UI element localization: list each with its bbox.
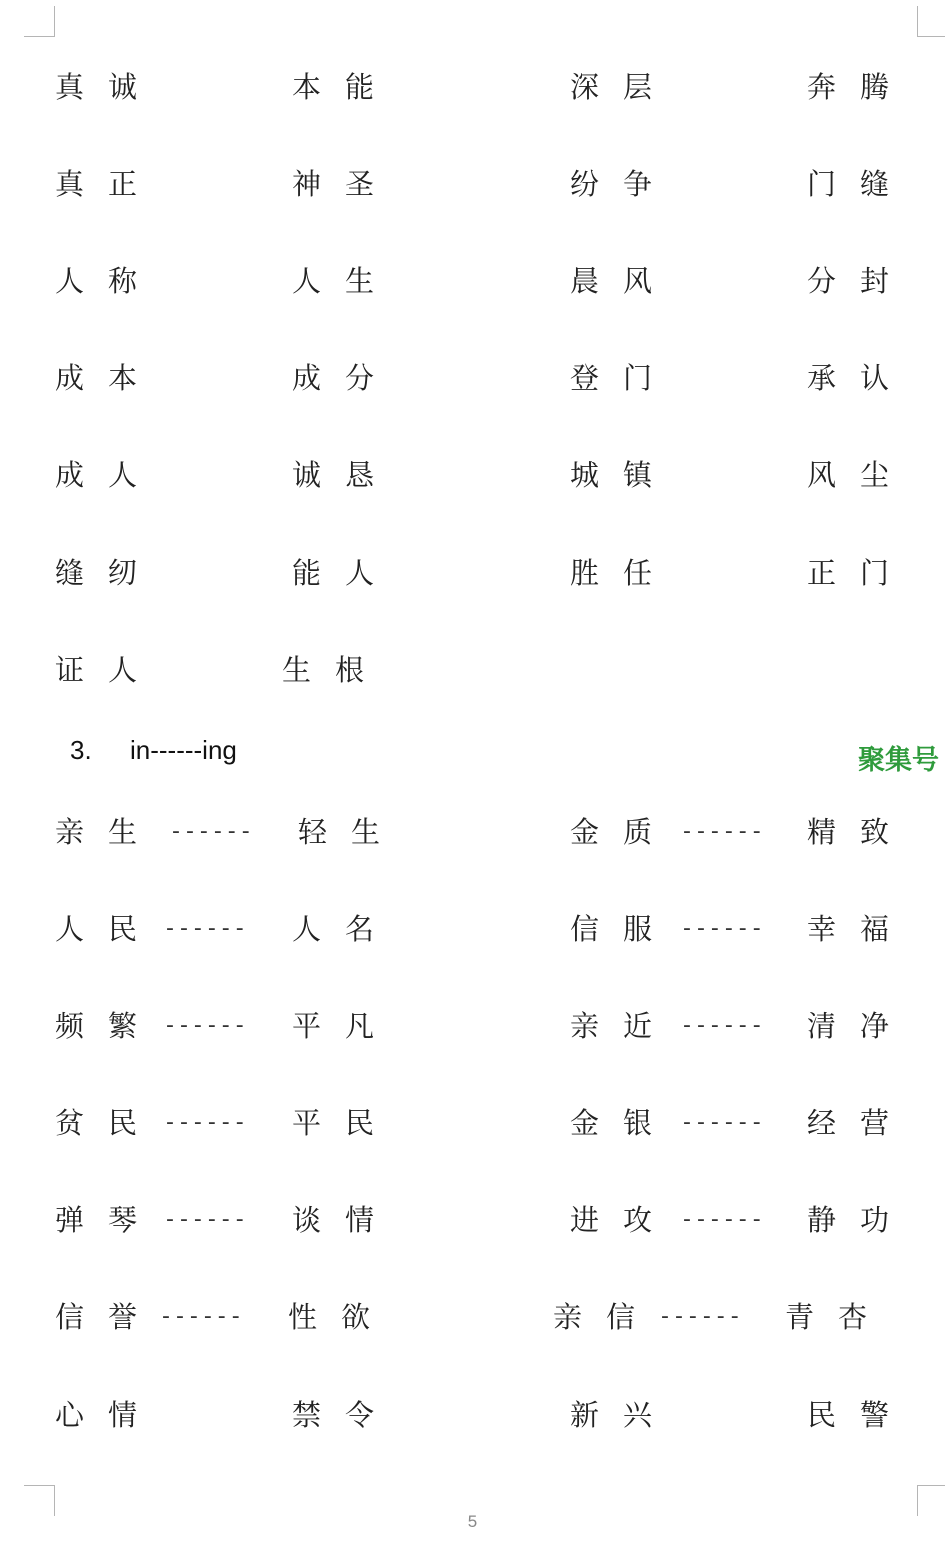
contrast-row	[0, 1393, 945, 1437]
word-row	[0, 162, 945, 206]
word-pair: 纷争	[570, 167, 677, 201]
contrast-row	[0, 1198, 945, 1242]
word-row	[0, 65, 945, 109]
word-pair: 经营	[807, 1106, 914, 1140]
word-pair: 静功	[807, 1203, 914, 1237]
dash-separator: ------	[166, 1207, 250, 1232]
word-pair: 金质	[570, 815, 677, 849]
section-heading	[70, 730, 237, 770]
word-pair: 人生	[292, 264, 399, 298]
dash-separator: ------	[683, 1110, 767, 1135]
dash-separator: ------	[166, 1110, 250, 1135]
contrast-row	[0, 810, 945, 854]
dash-separator: ------	[683, 916, 767, 941]
word-row	[0, 259, 945, 303]
word-pair: 晨风	[570, 264, 677, 298]
word-row	[0, 356, 945, 400]
watermark-logo: 聚集号	[858, 745, 939, 776]
page-number: 5	[467, 1512, 478, 1531]
word-pair: 门缝	[807, 167, 914, 201]
word-pair: 信服	[570, 912, 677, 946]
word-pair: 亲生	[55, 815, 162, 849]
word-row	[0, 551, 945, 595]
contrast-row	[0, 907, 945, 951]
word-pair: 诚恳	[292, 458, 399, 492]
dash-separator: ------	[683, 1207, 767, 1232]
crop-mark-top-left	[24, 6, 55, 37]
word-pair: 真诚	[55, 70, 162, 104]
word-pair: 成本	[55, 361, 162, 395]
word-pair: 谈情	[292, 1203, 399, 1237]
dash-separator: ------	[683, 1013, 767, 1038]
word-pair: 胜任	[570, 556, 677, 590]
word-pair: 禁令	[292, 1398, 399, 1432]
word-pair: 真正	[55, 167, 162, 201]
word-pair: 证人	[55, 653, 162, 687]
word-pair: 贫民	[55, 1106, 162, 1140]
dash-separator: ------	[166, 916, 250, 941]
word-pair: 青杏	[785, 1300, 892, 1334]
word-pair: 神圣	[292, 167, 399, 201]
word-pair: 频繁	[55, 1009, 162, 1043]
word-pair: 分封	[807, 264, 914, 298]
word-row	[0, 648, 945, 692]
word-pair: 平凡	[292, 1009, 399, 1043]
contrast-row	[0, 1004, 945, 1048]
word-pair: 弹琴	[55, 1203, 162, 1237]
word-pair: 生根	[282, 653, 389, 687]
word-pair: 成分	[292, 361, 399, 395]
word-pair: 信誉	[55, 1300, 162, 1334]
word-pair: 性欲	[288, 1300, 395, 1334]
word-pair: 金银	[570, 1106, 677, 1140]
word-pair: 平民	[292, 1106, 399, 1140]
word-pair: 民警	[807, 1398, 914, 1432]
word-pair: 心情	[55, 1398, 162, 1432]
word-pair: 亲信	[553, 1300, 660, 1334]
word-pair: 人名	[292, 912, 399, 946]
dash-separator: ------	[162, 1304, 246, 1329]
dash-separator: ------	[172, 819, 256, 844]
word-row	[0, 453, 945, 497]
word-pair: 本能	[292, 70, 399, 104]
dash-separator: ------	[683, 819, 767, 844]
word-pair: 承认	[807, 361, 914, 395]
word-pair: 人称	[55, 264, 162, 298]
word-pair: 缝纫	[55, 556, 162, 590]
word-pair: 人民	[55, 912, 162, 946]
word-pair: 奔腾	[807, 70, 914, 104]
word-pair: 成人	[55, 458, 162, 492]
word-pair: 清净	[807, 1009, 914, 1043]
dash-separator: ------	[661, 1304, 745, 1329]
word-pair: 风尘	[807, 458, 914, 492]
word-pair: 正门	[807, 556, 914, 590]
section-title: in------ing	[130, 735, 237, 765]
word-pair: 亲近	[570, 1009, 677, 1043]
word-pair: 精致	[807, 815, 914, 849]
section-number: 3.	[70, 735, 92, 765]
word-pair: 新兴	[570, 1398, 677, 1432]
word-pair: 能人	[292, 556, 399, 590]
word-pair: 登门	[570, 361, 677, 395]
contrast-row	[0, 1295, 945, 1339]
contrast-row	[0, 1101, 945, 1145]
word-pair: 深层	[570, 70, 677, 104]
crop-mark-top-right	[917, 6, 945, 37]
word-pair: 城镇	[570, 458, 677, 492]
word-pair: 轻生	[298, 815, 405, 849]
dash-separator: ------	[166, 1013, 250, 1038]
word-pair: 幸福	[807, 912, 914, 946]
word-pair: 进攻	[570, 1203, 677, 1237]
